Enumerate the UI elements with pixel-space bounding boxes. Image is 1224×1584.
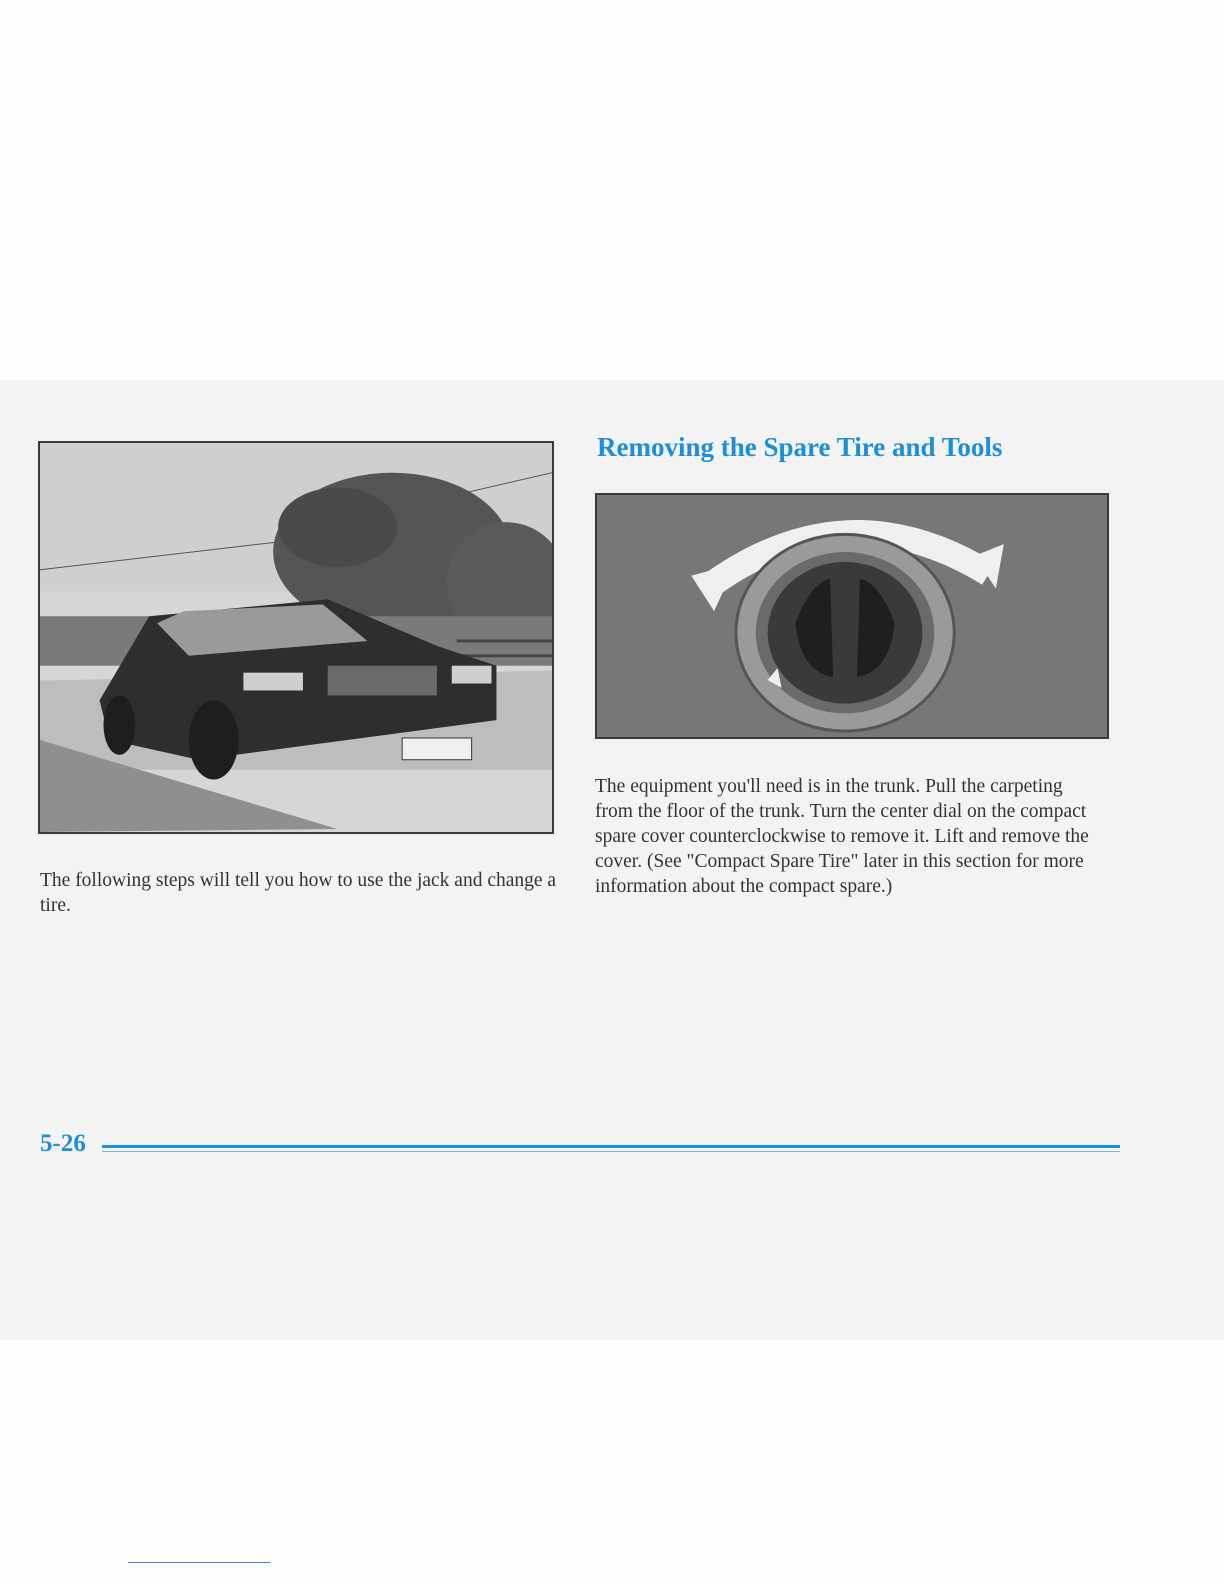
- car-on-roadside-illustration: [38, 441, 554, 834]
- spare-cover-dial-illustration: [595, 493, 1109, 739]
- footer-rule: [102, 1145, 1120, 1148]
- page-number: 5-26: [40, 1130, 86, 1157]
- section-heading: Removing the Spare Tire and Tools: [597, 432, 1003, 462]
- intro-caption: The following steps will tell you how to use the jack and change a tire.: [40, 870, 557, 916]
- bottom-underline: [128, 1562, 270, 1563]
- instructions-paragraph: The equipment you'll need is in the trunk. Pull the carpeting from the floor of the trunk. Turn the center dial on the compact spare cover counterclockwise to remove it. Lift and remove the cover. (See "Compact Spare Tire" later in this section for more information about the compact spare.): [595, 776, 1089, 897]
- footer-rule-thin: [102, 1151, 1120, 1152]
